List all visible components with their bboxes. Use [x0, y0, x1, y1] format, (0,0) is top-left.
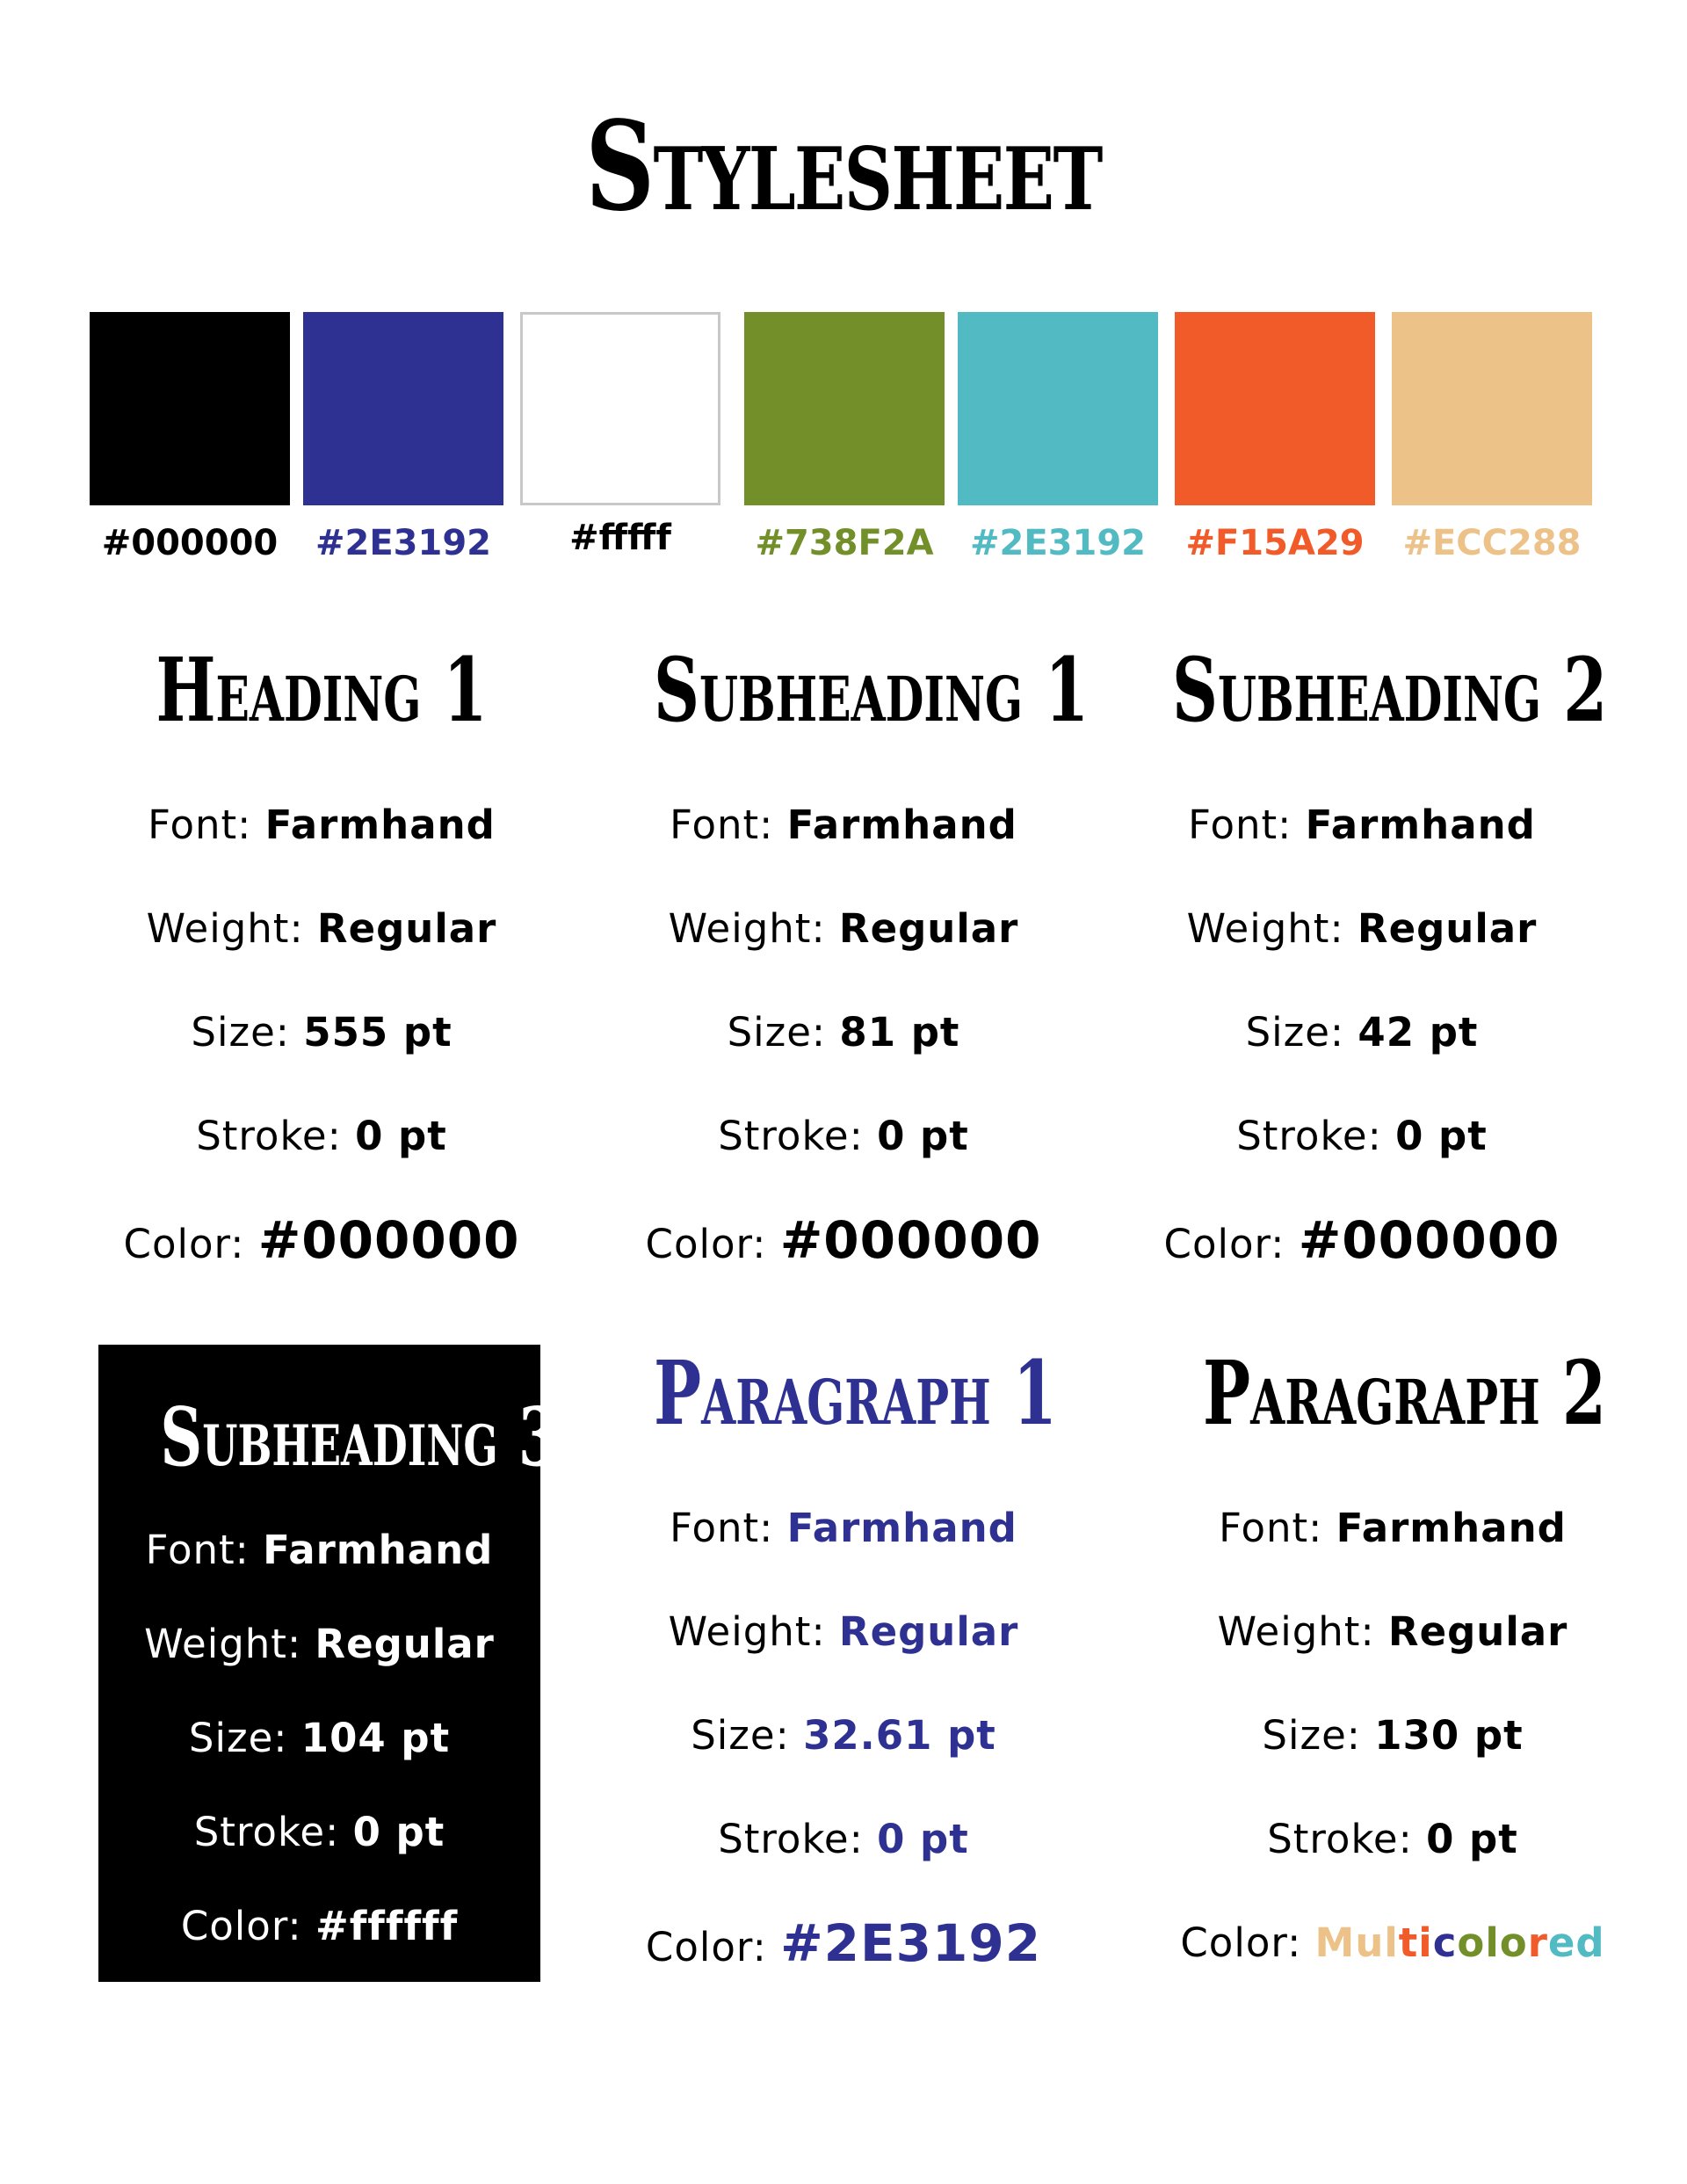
swatch-label-teal: #2E3192 — [970, 523, 1146, 563]
swatch-label-black: #000000 — [101, 523, 279, 563]
swatch-label-navy: #2E3192 — [315, 523, 491, 563]
swatch-green — [744, 312, 945, 505]
style-subheading-1 — [580, 633, 1107, 1296]
size-spec: Size: 104 pt — [188, 1715, 451, 1761]
style-paragraph-1 — [580, 1336, 1107, 1999]
style-name: Subheading 2 — [1172, 638, 1608, 742]
color-spec: Color: #2E3192 — [645, 1913, 1042, 1973]
weight-spec: Weight: Regular — [668, 1608, 1019, 1655]
stroke-spec: Stroke: 0 pt — [1236, 1113, 1488, 1159]
font-spec: Font: Farmhand — [145, 1527, 494, 1573]
style-name: Paragraph 2 — [1203, 1341, 1606, 1445]
style-subheading-3 — [98, 1380, 559, 1973]
swatch-label-orange: #F15A29 — [1185, 523, 1365, 563]
size-spec: Size: 42 pt — [1245, 1009, 1479, 1056]
weight-spec: Weight: Regular — [1186, 905, 1538, 952]
stroke-spec: Stroke: 0 pt — [718, 1816, 969, 1862]
swatch-navy — [303, 312, 503, 505]
weight-spec: Weight: Regular — [146, 905, 497, 952]
stroke-spec: Stroke: 0 pt — [196, 1113, 447, 1159]
color-spec: Color: Multicolored — [1180, 1919, 1605, 1966]
style-name: Paragraph 1 — [654, 1341, 1057, 1445]
subheading-3-panel — [98, 1345, 559, 1982]
color-spec: Color: #000000 — [645, 1210, 1042, 1270]
weight-spec: Weight: Regular — [144, 1621, 495, 1667]
multicolored-value: Multicolored — [1314, 1919, 1605, 1966]
swatch-label-tan: #ECC288 — [1402, 523, 1582, 563]
style-paragraph-2 — [1129, 1336, 1656, 1995]
swatch-teal — [958, 312, 1158, 505]
style-subheading-2 — [1098, 633, 1625, 1296]
size-spec: Size: 81 pt — [727, 1009, 960, 1056]
font-spec: Font: Farmhand — [148, 802, 496, 848]
size-spec: Size: 555 pt — [191, 1009, 453, 1056]
swatch-white — [520, 312, 720, 505]
weight-spec: Weight: Regular — [668, 905, 1019, 952]
swatch-orange — [1175, 312, 1375, 505]
style-name: Heading 1 — [156, 638, 488, 742]
font-spec: Font: Farmhand — [1219, 1505, 1567, 1551]
swatch-label-green: #738F2A — [755, 523, 934, 563]
font-spec: Font: Farmhand — [1188, 802, 1536, 848]
stroke-spec: Stroke: 0 pt — [1267, 1816, 1518, 1862]
font-spec: Font: Farmhand — [670, 1505, 1017, 1551]
page-title: Stylesheet — [585, 95, 1102, 239]
swatch-label-white: #fffff — [569, 518, 671, 558]
stroke-spec: Stroke: 0 pt — [193, 1809, 445, 1855]
stroke-spec: Stroke: 0 pt — [718, 1113, 969, 1159]
size-spec: Size: 32.61 pt — [691, 1712, 996, 1759]
color-spec: Color: #000000 — [1163, 1210, 1560, 1270]
swatch-black — [90, 312, 290, 505]
swatch-tan — [1392, 312, 1592, 505]
font-spec: Font: Farmhand — [670, 802, 1017, 848]
size-spec: Size: 130 pt — [1262, 1712, 1524, 1759]
color-spec: Color: #000000 — [123, 1210, 520, 1270]
weight-spec: Weight: Regular — [1217, 1608, 1568, 1655]
style-name: Subheading 1 — [654, 638, 1090, 742]
style-name: Subheading 3 — [160, 1389, 559, 1484]
style-heading-1 — [58, 633, 585, 1296]
color-spec: Color: #ffffff — [180, 1903, 459, 1949]
